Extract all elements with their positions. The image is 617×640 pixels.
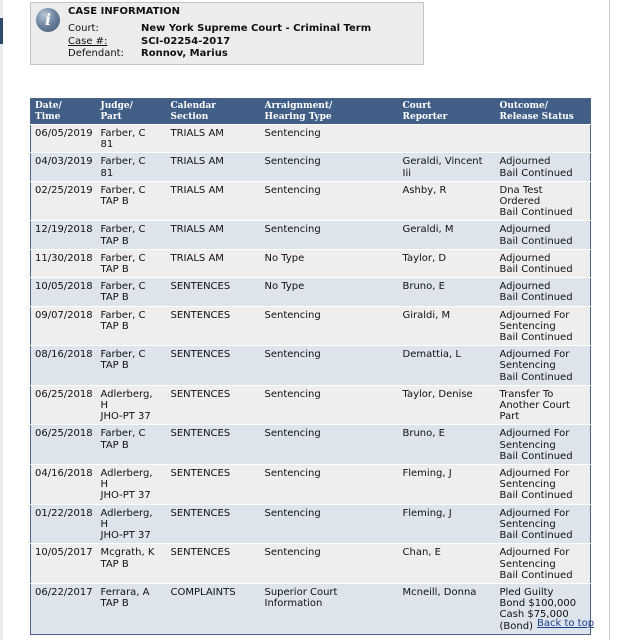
cell-date: 06/22/2017 <box>31 583 97 634</box>
table-row <box>31 385 591 425</box>
cell-judge-part: Farber, C TAP B <box>97 306 167 346</box>
header-judge-part: Judge/ Part <box>97 99 167 125</box>
table-body <box>31 125 591 635</box>
cell-outcome <box>496 125 591 153</box>
info-icon: i <box>36 8 60 32</box>
cell-judge-part: Farber, C TAP B <box>97 221 167 249</box>
cell-hearing-type: Sentencing <box>261 385 399 425</box>
cell-outcome: Dna Test Ordered Bail Continued <box>496 181 591 221</box>
cell-date: 04/03/2019 <box>31 153 97 181</box>
table-row <box>31 125 591 153</box>
table-row <box>31 465 591 505</box>
case-info-title: CASE INFORMATION <box>68 6 181 17</box>
page-right-edge <box>609 0 610 640</box>
page-left-edge <box>0 0 3 640</box>
cell-hearing-type: Sentencing <box>261 504 399 544</box>
cell-calendar-section: SENTENCES <box>167 278 261 306</box>
cell-hearing-type: Sentencing <box>261 306 399 346</box>
table-row <box>31 544 591 584</box>
cell-calendar-section: SENTENCES <box>167 306 261 346</box>
cell-calendar-section: TRIALS AM <box>167 181 261 221</box>
cell-date: 01/22/2018 <box>31 504 97 544</box>
cell-calendar-section: SENTENCES <box>167 504 261 544</box>
cell-court-reporter <box>399 125 496 153</box>
cell-outcome: Adjourned Bail Continued <box>496 153 591 181</box>
cell-date: 06/05/2019 <box>31 125 97 153</box>
cell-hearing-type: Sentencing <box>261 346 399 386</box>
cell-calendar-section: SENTENCES <box>167 385 261 425</box>
cell-outcome: Adjourned For Sentencing Bail Continued <box>496 306 591 346</box>
cell-hearing-type: Superior Court Information <box>261 583 399 634</box>
header-calendar-section: Calendar Section <box>167 99 261 125</box>
case-number-label[interactable]: Case #: <box>68 36 108 47</box>
cell-date: 04/16/2018 <box>31 465 97 505</box>
table-row <box>31 346 591 386</box>
table-row <box>31 583 591 634</box>
cell-court-reporter: Geraldi, Vincent Iii <box>399 153 496 181</box>
cell-outcome: Pled Guilty Bond $100,000 Cash $75,000 (Bond) <box>496 583 591 634</box>
table-row <box>31 504 591 544</box>
cell-outcome: Transfer To Another Court Part <box>496 385 591 425</box>
cell-court-reporter: Taylor, Denise <box>399 385 496 425</box>
cell-court-reporter: Ashby, R <box>399 181 496 221</box>
cell-outcome: Adjourned For Sentencing Bail Continued <box>496 465 591 505</box>
cell-outcome: Adjourned For Sentencing Bail Continued <box>496 346 591 386</box>
header-date-time: Date/ Time <box>31 99 97 125</box>
cell-calendar-section: TRIALS AM <box>167 125 261 153</box>
defendant-label: Defendant: <box>68 48 124 59</box>
cell-date: 06/25/2018 <box>31 385 97 425</box>
cell-judge-part: Adlerberg, H JHO-PT 37 <box>97 465 167 505</box>
cell-outcome: Adjourned For Sentencing Bail Continued <box>496 425 591 465</box>
cell-outcome: Adjourned For Sentencing Bail Continued <box>496 504 591 544</box>
cell-judge-part: Farber, C 81 <box>97 153 167 181</box>
header-outcome-release-status: Outcome/ Release Status <box>496 99 591 125</box>
cell-judge-part: Farber, C TAP B <box>97 425 167 465</box>
court-row <box>68 23 371 34</box>
cell-judge-part: Mcgrath, K TAP B <box>97 544 167 584</box>
cell-court-reporter: Mcneill, Donna <box>399 583 496 634</box>
case-number-row <box>68 36 230 47</box>
cell-hearing-type: Sentencing <box>261 465 399 505</box>
cell-hearing-type: Sentencing <box>261 544 399 584</box>
cell-court-reporter: Chan, E <box>399 544 496 584</box>
cell-date: 12/19/2018 <box>31 221 97 249</box>
case-number-value: SCI-02254-2017 <box>141 36 231 47</box>
cell-hearing-type: No Type <box>261 249 399 277</box>
cell-outcome: Adjourned Bail Continued <box>496 278 591 306</box>
table-row <box>31 425 591 465</box>
cell-date: 08/16/2018 <box>31 346 97 386</box>
cell-judge-part: Farber, C TAP B <box>97 346 167 386</box>
cell-court-reporter: Geraldi, M <box>399 221 496 249</box>
cell-court-reporter: Giraldi, M <box>399 306 496 346</box>
cell-hearing-type: Sentencing <box>261 153 399 181</box>
cell-court-reporter: Demattia, L <box>399 346 496 386</box>
cell-court-reporter: Fleming, J <box>399 465 496 505</box>
defendant-value: Ronnov, Marius <box>141 48 228 59</box>
table-row <box>31 181 591 221</box>
cell-judge-part: Ferrara, A TAP B <box>97 583 167 634</box>
cell-date: 02/25/2019 <box>31 181 97 221</box>
cell-calendar-section: TRIALS AM <box>167 249 261 277</box>
cell-judge-part: Farber, C TAP B <box>97 181 167 221</box>
cell-calendar-section: SENTENCES <box>167 544 261 584</box>
cell-hearing-type: Sentencing <box>261 125 399 153</box>
cell-court-reporter: Fleming, J <box>399 504 496 544</box>
court-value: New York Supreme Court - Criminal Term <box>141 23 372 34</box>
table-row <box>31 221 591 249</box>
court-label: Court: <box>68 23 99 34</box>
back-to-top-link[interactable]: Back to top <box>537 618 595 629</box>
cell-court-reporter: Bruno, E <box>399 278 496 306</box>
case-information-panel <box>30 2 424 65</box>
table-row <box>31 153 591 181</box>
cell-outcome: Adjourned For Sentencing Bail Continued <box>496 544 591 584</box>
cell-date: 09/07/2018 <box>31 306 97 346</box>
cell-judge-part: Farber, C TAP B <box>97 249 167 277</box>
header-court-reporter: Court Reporter <box>399 99 496 125</box>
left-edge-tab <box>0 18 3 44</box>
cell-judge-part: Farber, C TAP B <box>97 278 167 306</box>
cell-calendar-section: COMPLAINTS <box>167 583 261 634</box>
cell-date: 06/25/2018 <box>31 425 97 465</box>
table-row <box>31 306 591 346</box>
cell-calendar-section: SENTENCES <box>167 465 261 505</box>
cell-calendar-section: TRIALS AM <box>167 221 261 249</box>
table-row <box>31 249 591 277</box>
cell-hearing-type: Sentencing <box>261 425 399 465</box>
cell-court-reporter: Bruno, E <box>399 425 496 465</box>
cell-judge-part: Adlerberg, H JHO-PT 37 <box>97 385 167 425</box>
cell-judge-part: Adlerberg, H JHO-PT 37 <box>97 504 167 544</box>
table-row <box>31 278 591 306</box>
cell-date: 11/30/2018 <box>31 249 97 277</box>
cell-calendar-section: TRIALS AM <box>167 153 261 181</box>
cell-outcome: Adjourned Bail Continued <box>496 249 591 277</box>
cell-calendar-section: SENTENCES <box>167 425 261 465</box>
cell-date: 10/05/2018 <box>31 278 97 306</box>
cell-court-reporter: Taylor, D <box>399 249 496 277</box>
cell-judge-part: Farber, C 81 <box>97 125 167 153</box>
defendant-row <box>68 48 228 59</box>
cell-hearing-type: Sentencing <box>261 221 399 249</box>
cell-calendar-section: SENTENCES <box>167 346 261 386</box>
cell-hearing-type: Sentencing <box>261 181 399 221</box>
cell-date: 10/05/2017 <box>31 544 97 584</box>
cell-outcome: Adjourned Bail Continued <box>496 221 591 249</box>
table-header-row <box>31 99 591 125</box>
header-arraignment-hearing-type: Arraignment/ Hearing Type <box>261 99 399 125</box>
appearance-history-table <box>30 98 591 635</box>
cell-hearing-type: No Type <box>261 278 399 306</box>
